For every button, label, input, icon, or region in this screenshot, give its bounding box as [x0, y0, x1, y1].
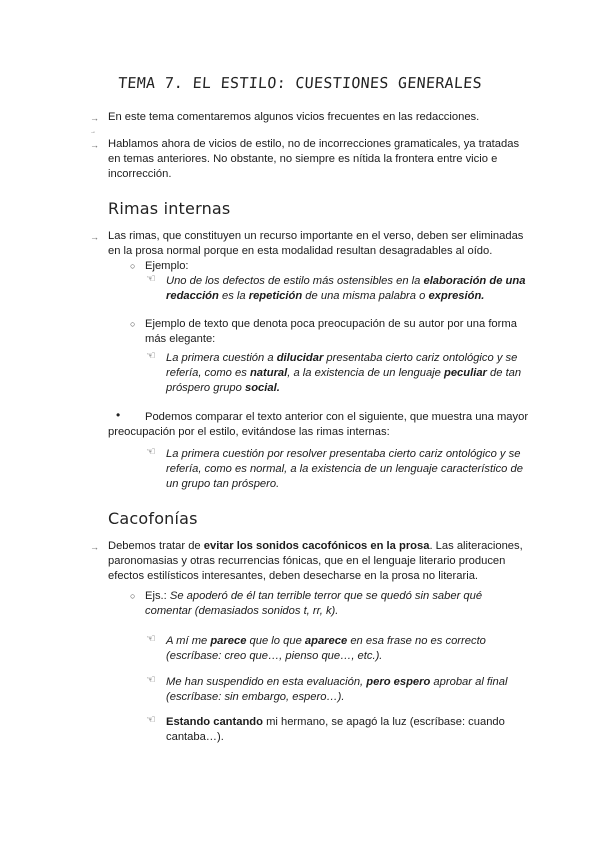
section-heading-rimas: Rimas internas: [108, 199, 231, 218]
rimas-example-2-line-1: La primera cuestión a dilucidar presentaba cierto cariz ontológico y se: [166, 352, 518, 364]
intro-paragraph-2-line-2: en temas anteriores. No obstante, no siempre es nítida la frontera entre vicio e: [108, 153, 498, 165]
rimas-paragraph-line-2: en la prosa normal porque en esta modalidad resultan desagradables al oído.: [108, 245, 493, 257]
intro-paragraph-2-line-1: Hablamos ahora de vicios de estilo, no de incorrecciones gramaticales, ya tratadas: [108, 138, 520, 150]
circle-bullet-icon: ○: [130, 591, 136, 601]
rimas-bullet-line-1: Podemos comparar el texto anterior con el siguiente, que muestra una mayor: [145, 411, 529, 423]
cacofonias-example-1-line-2: (escríbase: creo que…, pienso que…, etc.).: [166, 650, 383, 662]
cacofonias-ejs-line-1: Ejs.: Se apoderó de él tan terrible terror que se quedó sin saber qué: [145, 590, 483, 602]
pointing-hand-icon: ☜: [146, 674, 156, 686]
rimas-sub2-line-1: Ejemplo de texto que denota poca preocupación de su autor por una forma: [145, 318, 517, 330]
intro-paragraph-2-line-3: incorrección.: [108, 168, 172, 180]
pointing-hand-icon: ☜: [146, 350, 156, 362]
rimas-example-2-line-3: próspero grupo social.: [166, 382, 280, 394]
section-heading-cacofonias: Cacofonías: [108, 509, 198, 528]
pointing-hand-icon: ☜: [146, 633, 156, 645]
page-title: TEMA 7. EL ESTILO: CUESTIONES GENERALES: [117, 74, 483, 92]
cacofonias-paragraph-line-2: paronomasias y otras recurrencias fónicas, que en el lenguaje literario producen: [108, 555, 506, 567]
cacofonias-example-2-line-2: (escríbase: sin embargo, espero…).: [166, 691, 345, 703]
arrow-icon: →: [90, 140, 99, 150]
rimas-example-3-line-3: un grupo tan próspero.: [166, 478, 280, 490]
pointing-hand-icon: ☜: [146, 714, 156, 726]
rimas-example-2-line-2: refería, como es natural, a la existencia de un lenguaje peculiar de tan: [166, 367, 522, 379]
circle-bullet-icon: ○: [130, 261, 136, 271]
cacofonias-paragraph-line-3: efectos estilísticos interesantes, deben desecharse en la prosa no literaria.: [108, 570, 479, 582]
arrow-icon: →: [90, 129, 96, 135]
rimas-example-3-line-2: refería, como es normal, a la existencia de un lenguaje característico de: [166, 463, 523, 475]
rimas-paragraph-line-1: Las rimas, que constituyen un recurso importante en el verso, deben ser eliminadas: [108, 230, 524, 242]
rimas-example-1-line-1: Uno de los defectos de estilo más ostensibles en la elaboración de una: [166, 275, 526, 287]
arrow-icon: →: [90, 542, 99, 552]
cacofonias-example-1-line-1: A mí me parece que lo que aparece en esa frase no es correcto: [166, 635, 486, 647]
rimas-bullet-line-2: preocupación por el estilo, evitándose las rimas internas:: [108, 426, 390, 438]
cacofonias-ejs-line-2: comentar (demasiados sonidos t, rr, k).: [145, 605, 339, 617]
pointing-hand-icon: ☜: [146, 446, 156, 458]
cacofonias-paragraph-line-1: Debemos tratar de evitar los sonidos cacofónicos en la prosa. Las aliteraciones,: [108, 540, 523, 552]
circle-bullet-icon: ○: [130, 319, 136, 329]
rimas-ejemplo-label: Ejemplo:: [145, 260, 189, 272]
pointing-hand-icon: ☜: [146, 273, 156, 285]
arrow-icon: →: [90, 113, 99, 123]
cacofonias-example-3-line-2: cantaba…).: [166, 731, 224, 743]
intro-paragraph-1: En este tema comentaremos algunos vicios frecuentes en las redacciones.: [108, 111, 480, 123]
rimas-example-3-line-1: La primera cuestión por resolver presentaba cierto cariz ontológico y se: [166, 448, 521, 460]
bullet-dot-icon: •: [116, 408, 121, 422]
arrow-icon: →: [90, 232, 99, 242]
cacofonias-example-3-line-1: Estando cantando mi hermano, se apagó la luz (escríbase: cuando: [166, 716, 505, 728]
rimas-sub2-line-2: más elegante:: [145, 333, 216, 345]
rimas-example-1-line-2: redacción es la repetición de una misma palabra o expresión.: [166, 290, 485, 302]
cacofonias-example-2-line-1: Me han suspendido en esta evaluación, pero espero aprobar al final: [166, 676, 508, 688]
